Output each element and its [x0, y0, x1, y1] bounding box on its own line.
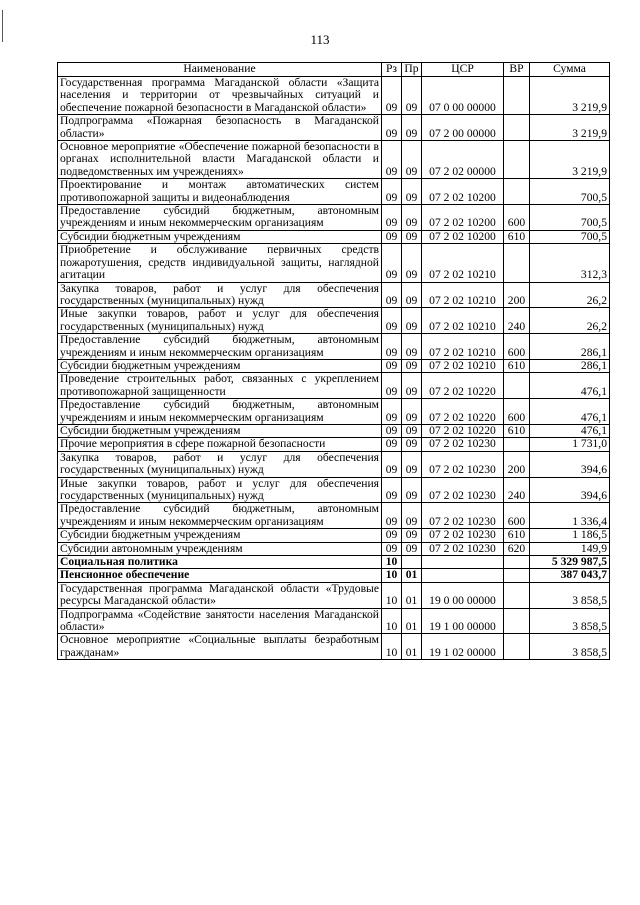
row-sum: 1 186,5 [530, 529, 610, 542]
row-name: Основное мероприятие «Обеспечение пожарной безопасности в органах исполнительной власти Магаданской области и подведомственных им учреждениях» [58, 141, 382, 179]
row-rz: 09 [382, 308, 402, 334]
row-pr: 09 [402, 205, 422, 231]
table-row [58, 569, 610, 582]
row-csr: 07 2 02 10230 [422, 529, 504, 542]
row-pr: 09 [402, 141, 422, 179]
row-rz: 09 [382, 529, 402, 542]
row-pr: 01 [402, 608, 422, 634]
row-rz: 10 [382, 608, 402, 634]
row-rz: 09 [382, 77, 402, 115]
row-sum: 3 219,9 [530, 77, 610, 115]
row-pr: 09 [402, 477, 422, 503]
row-sum: 1 731,0 [530, 438, 610, 451]
row-vr: 610 [504, 359, 530, 372]
row-pr: 09 [402, 282, 422, 308]
row-csr: 19 1 00 00000 [422, 608, 504, 634]
row-name: Субсидии бюджетным учреждениям [58, 424, 382, 437]
row-sum: 3 858,5 [530, 634, 610, 660]
row-name: Закупка товаров, работ и услуг для обеспечения государственных (муниципальных) нужд [58, 451, 382, 477]
table-row [58, 244, 610, 282]
table-header-row [58, 63, 610, 77]
row-rz: 09 [382, 424, 402, 437]
row-rz: 10 [382, 582, 402, 608]
row-sum: 3 858,5 [530, 582, 610, 608]
row-vr: 600 [504, 205, 530, 231]
row-vr: 620 [504, 542, 530, 555]
row-rz: 09 [382, 141, 402, 179]
row-csr [422, 569, 504, 582]
table-row [58, 399, 610, 425]
row-vr [504, 77, 530, 115]
row-csr: 07 2 02 10230 [422, 542, 504, 555]
row-vr: 600 [504, 503, 530, 529]
table-body [58, 77, 610, 660]
row-csr: 07 2 02 10220 [422, 399, 504, 425]
row-rz: 10 [382, 569, 402, 582]
row-pr: 09 [402, 373, 422, 399]
row-vr [504, 556, 530, 569]
row-vr [504, 608, 530, 634]
row-pr: 09 [402, 438, 422, 451]
row-pr: 09 [402, 451, 422, 477]
row-csr: 07 2 02 10210 [422, 334, 504, 360]
row-vr [504, 115, 530, 141]
table-row [58, 373, 610, 399]
row-pr: 01 [402, 634, 422, 660]
row-csr: 19 1 02 00000 [422, 634, 504, 660]
row-csr: 07 2 02 10200 [422, 205, 504, 231]
row-rz: 09 [382, 373, 402, 399]
row-vr [504, 438, 530, 451]
row-rz: 09 [382, 244, 402, 282]
row-vr: 610 [504, 529, 530, 542]
row-rz: 09 [382, 179, 402, 205]
row-name: Иные закупки товаров, работ и услуг для обеспечения государственных (муниципальных) нужд [58, 308, 382, 334]
row-name: Предоставление субсидий бюджетным, автономным учреждениям и иным некоммерческим организациям [58, 399, 382, 425]
row-pr: 09 [402, 230, 422, 243]
row-pr: 09 [402, 529, 422, 542]
row-csr: 07 2 02 10210 [422, 282, 504, 308]
row-sum: 26,2 [530, 282, 610, 308]
row-rz: 09 [382, 399, 402, 425]
header-csr: ЦСР [422, 63, 504, 77]
row-name: Субсидии бюджетным учреждениям [58, 230, 382, 243]
row-pr: 09 [402, 179, 422, 205]
row-vr: 240 [504, 308, 530, 334]
row-sum: 3 219,9 [530, 115, 610, 141]
row-name: Закупка товаров, работ и услуг для обеспечения государственных (муниципальных) нужд [58, 282, 382, 308]
table-row [58, 179, 610, 205]
row-pr: 09 [402, 308, 422, 334]
row-rz: 09 [382, 438, 402, 451]
row-pr [402, 556, 422, 569]
header-sum: Сумма [530, 63, 610, 77]
row-csr: 07 0 00 00000 [422, 77, 504, 115]
header-pr: Пр [402, 63, 422, 77]
row-rz: 10 [382, 556, 402, 569]
row-csr: 07 2 02 10230 [422, 451, 504, 477]
row-csr: 07 2 02 10230 [422, 438, 504, 451]
table-row [58, 334, 610, 360]
budget-table [57, 62, 610, 660]
row-sum: 149,9 [530, 542, 610, 555]
row-sum: 5 329 987,5 [530, 556, 610, 569]
row-csr: 07 2 02 10230 [422, 503, 504, 529]
table-row [58, 359, 610, 372]
row-name: Пенсионное обеспечение [58, 569, 382, 582]
row-sum: 394,6 [530, 477, 610, 503]
row-name: Подпрограмма «Содействие занятости населения Магаданской области» [58, 608, 382, 634]
table-row [58, 477, 610, 503]
row-rz: 09 [382, 542, 402, 555]
table-row [58, 141, 610, 179]
row-rz: 09 [382, 282, 402, 308]
row-pr: 09 [402, 334, 422, 360]
row-rz: 09 [382, 205, 402, 231]
row-sum: 476,1 [530, 373, 610, 399]
row-vr: 200 [504, 282, 530, 308]
row-name: Государственная программа Магаданской области «Защита населения и территории от чрезвычайных ситуаций и обеспечение пожарной безопасности в Магаданской области» [58, 77, 382, 115]
table-row [58, 424, 610, 437]
row-csr: 07 2 02 10230 [422, 477, 504, 503]
table-row [58, 308, 610, 334]
row-pr: 09 [402, 503, 422, 529]
row-pr: 09 [402, 359, 422, 372]
row-vr [504, 373, 530, 399]
row-vr: 600 [504, 334, 530, 360]
row-sum: 476,1 [530, 424, 610, 437]
row-sum: 286,1 [530, 334, 610, 360]
row-pr: 09 [402, 77, 422, 115]
table-row [58, 438, 610, 451]
row-vr: 240 [504, 477, 530, 503]
table-row [58, 282, 610, 308]
row-vr [504, 244, 530, 282]
row-name: Проектирование и монтаж автоматических систем противопожарной защиты и видеонаблюдения [58, 179, 382, 205]
table-row [58, 115, 610, 141]
table-row [58, 205, 610, 231]
row-csr: 07 2 02 10220 [422, 424, 504, 437]
row-sum: 312,3 [530, 244, 610, 282]
table-row [58, 582, 610, 608]
row-name: Государственная программа Магаданской области «Трудовые ресурсы Магаданской области» [58, 582, 382, 608]
row-pr: 09 [402, 424, 422, 437]
row-pr: 09 [402, 542, 422, 555]
row-sum: 26,2 [530, 308, 610, 334]
row-name: Субсидии автономным учреждениям [58, 542, 382, 555]
table-row [58, 608, 610, 634]
row-sum: 286,1 [530, 359, 610, 372]
row-vr [504, 569, 530, 582]
row-sum: 394,6 [530, 451, 610, 477]
row-csr: 07 2 02 00000 [422, 141, 504, 179]
table-row [58, 556, 610, 569]
header-vr: ВР [504, 63, 530, 77]
row-csr: 07 2 02 10210 [422, 308, 504, 334]
row-csr: 19 0 00 00000 [422, 582, 504, 608]
row-sum: 387 043,7 [530, 569, 610, 582]
row-pr: 09 [402, 244, 422, 282]
row-vr [504, 179, 530, 205]
header-name: Наименование [58, 63, 382, 77]
row-vr: 610 [504, 424, 530, 437]
row-name: Предоставление субсидий бюджетным, автономным учреждениям и иным некоммерческим организациям [58, 205, 382, 231]
row-name: Приобретение и обслуживание первичных средств пожаротушения, средств индивидуальной защиты, наглядной агитации [58, 244, 382, 282]
row-vr [504, 634, 530, 660]
row-sum: 1 336,4 [530, 503, 610, 529]
row-sum: 700,5 [530, 205, 610, 231]
row-csr [422, 556, 504, 569]
row-rz: 09 [382, 451, 402, 477]
row-vr: 610 [504, 230, 530, 243]
row-pr: 09 [402, 115, 422, 141]
row-name: Иные закупки товаров, работ и услуг для обеспечения государственных (муниципальных) нужд [58, 477, 382, 503]
row-name: Субсидии бюджетным учреждениям [58, 529, 382, 542]
row-csr: 07 2 02 10210 [422, 244, 504, 282]
row-pr: 01 [402, 569, 422, 582]
row-sum: 3 858,5 [530, 608, 610, 634]
row-rz: 09 [382, 115, 402, 141]
row-name: Подпрограмма «Пожарная безопасность в Магаданской области» [58, 115, 382, 141]
row-rz: 09 [382, 359, 402, 372]
row-csr: 07 2 00 00000 [422, 115, 504, 141]
row-csr: 07 2 02 10220 [422, 373, 504, 399]
page-number: 113 [310, 32, 330, 47]
row-csr: 07 2 02 10200 [422, 230, 504, 243]
row-rz: 09 [382, 477, 402, 503]
row-name: Проведение строительных работ, связанных с укреплением противопожарной защищенности [58, 373, 382, 399]
table-row [58, 634, 610, 660]
row-name: Прочие мероприятия в сфере пожарной безопасности [58, 438, 382, 451]
row-rz: 09 [382, 230, 402, 243]
row-name: Предоставление субсидий бюджетным, автономным учреждениям и иным некоммерческим организациям [58, 503, 382, 529]
row-name: Основное мероприятие «Социальные выплаты безработным гражданам» [58, 634, 382, 660]
table-row [58, 542, 610, 555]
row-sum: 3 219,9 [530, 141, 610, 179]
header-rz: Рз [382, 63, 402, 77]
row-name: Предоставление субсидий бюджетным, автономным учреждениям и иным некоммерческим организациям [58, 334, 382, 360]
row-rz: 10 [382, 634, 402, 660]
row-vr: 600 [504, 399, 530, 425]
row-pr: 01 [402, 582, 422, 608]
row-sum: 476,1 [530, 399, 610, 425]
row-vr [504, 582, 530, 608]
row-name: Субсидии бюджетным учреждениям [58, 359, 382, 372]
row-csr: 07 2 02 10210 [422, 359, 504, 372]
row-name: Социальная политика [58, 556, 382, 569]
table-row [58, 529, 610, 542]
table-row [58, 230, 610, 243]
table-row [58, 77, 610, 115]
row-pr: 09 [402, 399, 422, 425]
row-vr: 200 [504, 451, 530, 477]
row-csr: 07 2 02 10200 [422, 179, 504, 205]
row-rz: 09 [382, 334, 402, 360]
table-row [58, 451, 610, 477]
row-sum: 700,5 [530, 179, 610, 205]
row-rz: 09 [382, 503, 402, 529]
row-sum: 700,5 [530, 230, 610, 243]
table-row [58, 503, 610, 529]
row-vr [504, 141, 530, 179]
